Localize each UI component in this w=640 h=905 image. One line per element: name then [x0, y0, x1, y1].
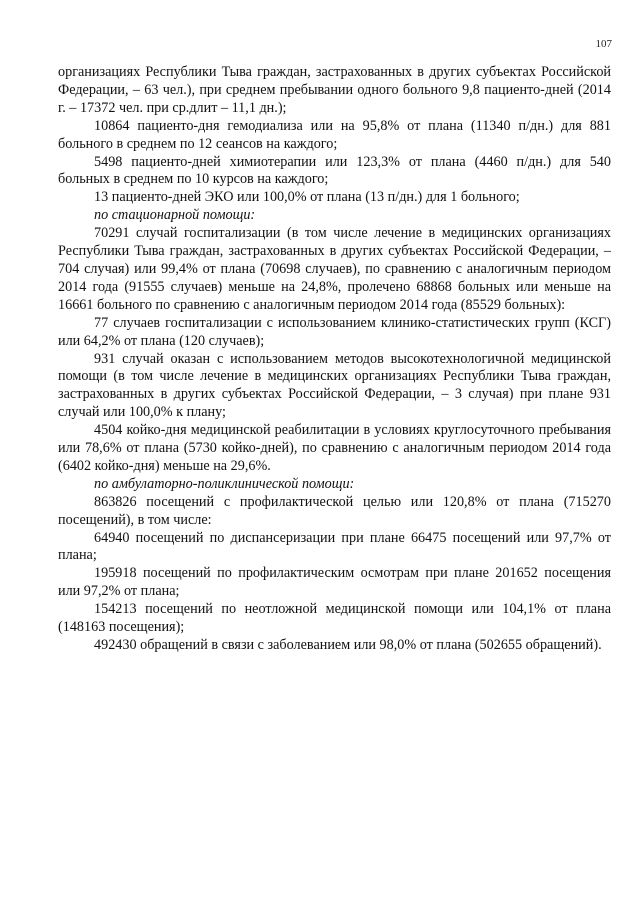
paragraph: 154213 посещений по неотложной медицинской помощи или 104,1% от плана (148163 посещения); [58, 601, 611, 636]
paragraph: 10864 пациенто-дня гемодиализа или на 95,8% от плана (11340 п/дн.) для 881 больного в среднем по 12 сеансов на каждого; [58, 117, 611, 152]
section-heading: по стационарной помощи: [94, 207, 256, 224]
paragraph: 64940 посещений по диспансеризации при плане 66475 посещений или 97,7% от плана; [58, 529, 611, 564]
paragraph: 4504 койко-дня медицинской реабилитации в условиях круглосуточного пребывания или 78,6% от плана (5730 койко-дней), по сравнению с аналогичным периодом 2014 года (6402 койко-дня) меньше на 29,6%. [58, 422, 611, 474]
paragraph: 5498 пациенто-дней химиотерапии или 123,3% от плана (4460 п/дн.) для 540 больных в среднем по 10 курсов на каждого; [58, 153, 611, 188]
page-number: 107 [595, 38, 612, 50]
paragraph: 931 случай оказан с использованием методов высокотехнологичной медицинской помощи (в том числе лечение в медицинских организациях Республики Тыва граждан, застрахованных в других субъектах Российской Федерации, – 3 случая) при плане 931 случай или 100,0% к плану; [58, 350, 611, 421]
paragraph: организациях Республики Тыва граждан, застрахованных в других субъектах Российской Федерации, – 63 чел.), при среднем пребывании одного больного 9,8 пациенто-дней (2014 г. – 17372 чел. при ср.длит – 11,1 дн.); [58, 64, 611, 116]
paragraph: 492430 обращений в связи с заболеванием или 98,0% от плана (502655 обращений). [94, 637, 602, 653]
paragraph: 863826 посещений с профилактической целью или 120,8% от плана (715270 посещений), в том числе: [58, 493, 611, 528]
paragraph: 13 пациенто-дней ЭКО или 100,0% от плана (13 п/дн.) для 1 больного; [94, 189, 520, 206]
document-body [58, 64, 611, 655]
paragraph: 195918 посещений по профилактическим осмотрам при плане 201652 посещения или 97,2% от плана; [58, 565, 611, 600]
paragraph: 77 случаев госпитализации с использованием клинико-статистических групп (КСГ) или 64,2% от плана (120 случаев); [58, 314, 611, 349]
section-heading: по амбулаторно-поликлинической помощи: [94, 475, 355, 492]
paragraph: 70291 случай госпитализации (в том числе лечение в медицинских организациях Республики Тыва граждан, застрахованных в других субъектах Российской Федерации, – 704 случая) или 99,4% от плана (70698 случаев), по сравнению с аналогичным периодом 2014 года (91555 случаев) меньше на 24,8%, пролечено 68868 больных или меньше на 16661 больного по сравнению с аналогичным периодом 2014 года (85529 больных): [58, 225, 611, 313]
